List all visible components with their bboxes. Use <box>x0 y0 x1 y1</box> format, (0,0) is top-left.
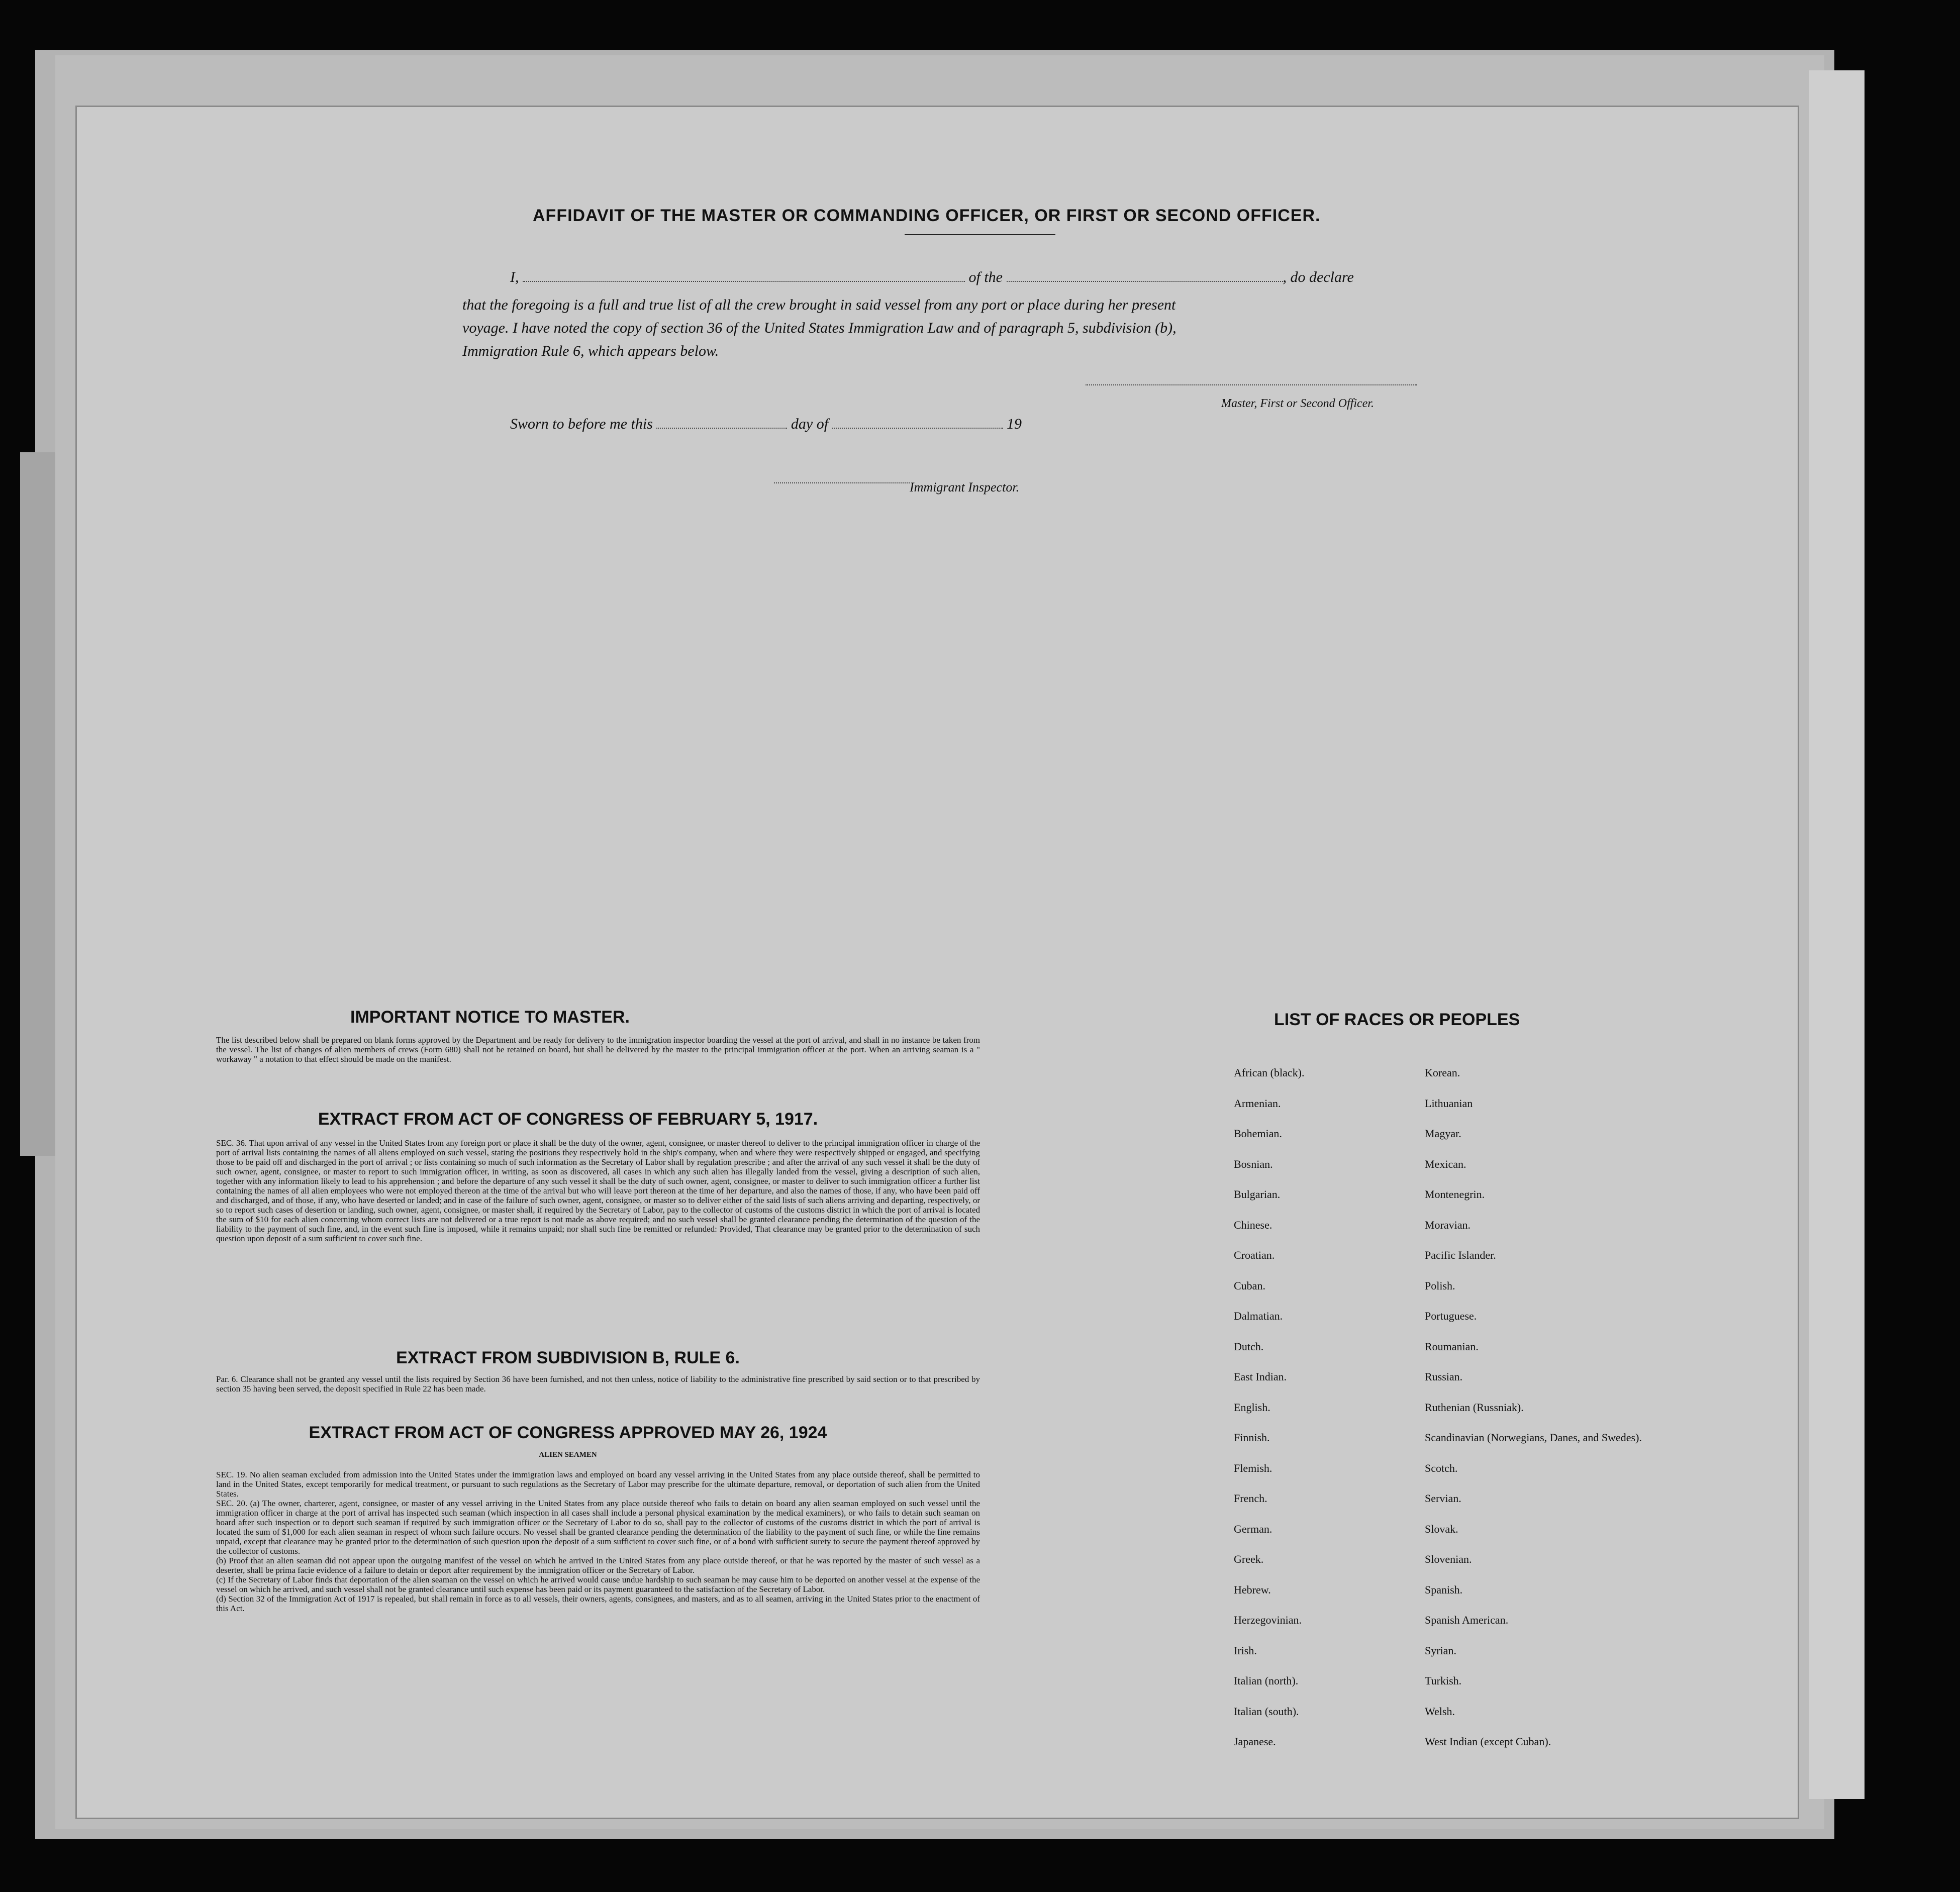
race-item: Croatian. <box>1234 1249 1275 1261</box>
race-item: Flemish. <box>1234 1461 1272 1474</box>
race-item: Montenegrin. <box>1425 1188 1485 1201</box>
race-item: Ruthenian (Russniak). <box>1425 1401 1524 1414</box>
sworn-month-field[interactable] <box>832 428 1003 429</box>
race-item: West Indian (except Cuban). <box>1425 1735 1551 1748</box>
race-item: Chinese. <box>1234 1218 1272 1231</box>
extract-1917-title: EXTRACT FROM ACT OF CONGRESS OF FEBRUARY 5, 1917. <box>318 1110 818 1129</box>
declaration-start: I, <box>510 269 519 285</box>
race-item: Magyar. <box>1425 1127 1461 1140</box>
race-item: Korean. <box>1425 1066 1460 1079</box>
race-item: Mexican. <box>1425 1157 1466 1170</box>
race-item: English. <box>1234 1401 1270 1414</box>
inspector-label: Immigrant Inspector. <box>910 480 1020 494</box>
race-item: Turkish. <box>1425 1674 1462 1687</box>
race-item: Roumanian. <box>1425 1340 1479 1353</box>
declaration-end: , do declare <box>1283 269 1354 285</box>
notice-text: The list described below shall be prepared on blank forms approved by the Department and be ready for delivery to the immigration inspector boarding the vessel at the port of arrival, and shall in no instance be taken from the vessel. The list of changes of alien members of crews (Form 680) shall not be retained on board, but shall be delivered by the master to the principal immigration officer at the port. When an arriving seaman is a " workaway " a notation to that effect should be made on the manifest. <box>216 1035 980 1064</box>
race-item: Armenian. <box>1234 1097 1281 1110</box>
race-item: Italian (north). <box>1234 1674 1299 1687</box>
extract-1924-subtitle: ALIEN SEAMEN <box>539 1451 597 1459</box>
race-item: Moravian. <box>1425 1218 1471 1231</box>
back-sheet-edge <box>1809 70 1865 1799</box>
sworn-mid: day of <box>791 416 829 432</box>
race-item: Herzegovinian. <box>1234 1614 1302 1626</box>
race-item: Hebrew. <box>1234 1583 1271 1596</box>
race-item: Servian. <box>1425 1492 1461 1505</box>
race-item: Finnish. <box>1234 1431 1270 1444</box>
sec-19-text: SEC. 19. No alien seaman excluded from admission into the United States under the immigration laws and employed on board any vessel arriving in the United States from any place outside thereof, shall be permitted to land in the United States, except temporarily for medical treatment, or pursuant to such regulations as the Secretary of Labor may prescribe for the ultimate departure, removal, or deportation of such alien from the United States. <box>216 1470 980 1499</box>
race-item: Lithuanian <box>1425 1097 1473 1110</box>
race-item: East Indian. <box>1234 1370 1287 1383</box>
affidavit-body-line-1: that the foregoing is a full and true list of all the crew brought in said vessel from any port or place during her present <box>462 296 1176 313</box>
sworn-start: Sworn to before me this <box>510 416 653 432</box>
extract-rule6-title: EXTRACT FROM SUBDIVISION B, RULE 6. <box>396 1348 740 1367</box>
declaration-mid: of the <box>968 269 1003 285</box>
race-item: Bosnian. <box>1234 1157 1273 1170</box>
sworn-line <box>510 416 1022 433</box>
sworn-year: 19 <box>1007 416 1022 432</box>
races-right-column <box>1425 1065 1646 1765</box>
race-item: Russian. <box>1425 1370 1463 1383</box>
race-item: Slovenian. <box>1425 1553 1472 1565</box>
race-item: Spanish. <box>1425 1583 1463 1596</box>
race-item: Slovak. <box>1425 1522 1458 1535</box>
race-item: Syrian. <box>1425 1644 1456 1657</box>
race-item: Cuban. <box>1234 1279 1265 1292</box>
notice-title: IMPORTANT NOTICE TO MASTER. <box>350 1008 630 1027</box>
race-item: Scandinavian (Norwegians, Danes, and Swedes). <box>1425 1431 1642 1444</box>
signature-line[interactable] <box>1086 384 1417 385</box>
sec-20a-text: SEC. 20. (a) The owner, charterer, agent, consignee, or master of any vessel arriving in the United States from any place outside thereof who fails to detain on board any alien seaman employed on such vessel until the immigration officer in charge at the port of arrival has inspected such seaman (which inspection in all cases shall include a personal physical examination by the medical examiners), or who fails to detain such seaman on board after such inspection or to deport such seaman if required by such immigration officer or the Secretary of Labor to do so, shall pay to the collector of customs of the customs district in which the port of arrival is located the sum of $1,000 for each alien seaman in respect of whom such failure occurs. No vessel shall be granted clearance pending the determination of the liability to the payment of such fine, or while the fine remains unpaid, except that clearance may be granted prior to the determination of such question upon the deposit of a sum sufficient to cover such fine, or of a bond with sufficient surety to secure the payment thereof approved by the collector of customs. <box>216 1499 980 1556</box>
race-item: Portuguese. <box>1425 1310 1477 1322</box>
affidavit-declaration-line <box>510 269 1354 286</box>
extract-rule6-text: Par. 6. Clearance shall not be granted any vessel until the lists required by Section 36 have been furnished, and not then unless, notice of liability to the administrative fine prescribed by said section or to that prescribed by section 35 having been served, the deposit specified in Rule 22 has been made. <box>216 1374 980 1393</box>
paper-fragment <box>20 452 55 1156</box>
affidavit-title: AFFIDAVIT OF THE MASTER OR COMMANDING OFFICER, OR FIRST OR SECOND OFFICER. <box>533 206 1321 225</box>
sec-20b-text: (b) Proof that an alien seaman did not appear upon the outgoing manifest of the vessel on which he arrived in the United States from any place outside thereof, or that he was reported by the master of such vessel as a deserter, shall be prima facie evidence of a failure to detain or deport after requirement by the immigration officer or the Secretary of Labor. <box>216 1556 980 1575</box>
divider <box>905 234 1055 235</box>
affidavit-body-line-3: Immigration Rule 6, which appears below. <box>462 343 719 359</box>
sworn-day-field[interactable] <box>656 428 787 429</box>
races-left-column <box>1234 1065 1445 1765</box>
sec-20c-text: (c) If the Secretary of Labor finds that deportation of the alien seaman on the vessel on which he arrived would cause undue hardship to such seaman he may cause him to be deported on another vessel at the expense of the vessel on which he arrived, and such vessel shall not be granted clearance until such expense has been paid or its payment guaranteed to the satisfaction of the Secretary of Labor. <box>216 1575 980 1594</box>
race-item: Italian (south). <box>1234 1705 1299 1718</box>
race-item: African (black). <box>1234 1066 1305 1079</box>
race-item: Polish. <box>1425 1279 1455 1292</box>
race-item: German. <box>1234 1522 1272 1535</box>
race-item: Dutch. <box>1234 1340 1264 1353</box>
name-field[interactable] <box>523 281 965 282</box>
race-item: Irish. <box>1234 1644 1257 1657</box>
race-item: Bulgarian. <box>1234 1188 1281 1201</box>
extract-1917-text: SEC. 36. That upon arrival of any vessel in the United States from any foreign port or place it shall be the duty of the owner, agent, consignee, or master thereof to deliver to the principal immigration officer in charge of the port of arrival lists containing the names of all aliens employed on such vessel, stating the positions they respectively hold in the ship's company, when and where they were respectively shipped or engaged, and specifying those to be paid off and discharged in the port of arrival ; or lists containing so much of such information as the Secretary of Labor shall by regulation prescribe ; and after the arrival of any such vessel it shall be the duty of such owner, agent, consignee, or master to report to such immigration officer, in writing, as soon as discovered, all cases in which any such alien has illegally landed from the vessel, giving a description of such alien, together with any information likely to lead to his apprehension ; and before the departure of any such vessel it shall be the duty of such owner, agent, consignee, or master to deliver to such immigration officer a further list containing the names of all alien employees who were not employed thereon at the time of the arrival but who will leave port thereon at the time of her departure, and also the names of those, if any, who have been paid off and discharged, and of those, if any, who have deserted or landed; and in case of the failure of such owner, agent, consignee, or master so to deliver either of the said lists of such aliens arriving and departing, respectively, or so to report such cases of desertion or landing, such owner, agent, consignee, or master shall, if required by the Secretary of Labor, pay to the collector of customs of the customs district in which the port of arrival is located the sum of $10 for each alien concerning whom correct lists are not delivered or a true report is not made as above required; and no such vessel shall be granted clearance pending the determination of the question of the liability to the payment of such fine, and, in the event such fine is imposed, while it remains unpaid; nor shall such fine be remitted or refunded: Provided, That clearance may be granted prior to the determination of such question upon deposit of a sum sufficient to cover such fine. <box>216 1138 980 1243</box>
race-item: Spanish American. <box>1425 1614 1509 1626</box>
race-item: Scotch. <box>1425 1461 1458 1474</box>
race-item: Dalmatian. <box>1234 1310 1283 1322</box>
race-item: Welsh. <box>1425 1705 1455 1718</box>
sec-20d-text: (d) Section 32 of the Immigration Act of 1917 is repealed, but shall remain in force as to all vessels, their owners, agents, consignees, and masters, and as to all seamen, arriving in the United States prior to the enactment of this Act. <box>216 1594 980 1613</box>
race-item: Greek. <box>1234 1553 1264 1565</box>
vessel-field[interactable] <box>1007 281 1283 282</box>
extract-1924-body <box>216 1470 980 1613</box>
race-item: French. <box>1234 1492 1267 1505</box>
race-item: Japanese. <box>1234 1735 1276 1748</box>
race-item: Bohemian. <box>1234 1127 1282 1140</box>
affidavit-body-line-2: voyage. I have noted the copy of section 36 of the United States Immigration Law and of paragraph 5, subdivision (b), <box>462 320 1177 336</box>
inspector-signature-line[interactable] <box>774 482 910 483</box>
race-item: Pacific Islander. <box>1425 1249 1496 1261</box>
extract-1924-title: EXTRACT FROM ACT OF CONGRESS APPROVED MAY 26, 1924 <box>309 1423 827 1442</box>
races-title: LIST OF RACES OR PEOPLES <box>1274 1010 1520 1029</box>
signature-label: Master, First or Second Officer. <box>1221 397 1374 410</box>
